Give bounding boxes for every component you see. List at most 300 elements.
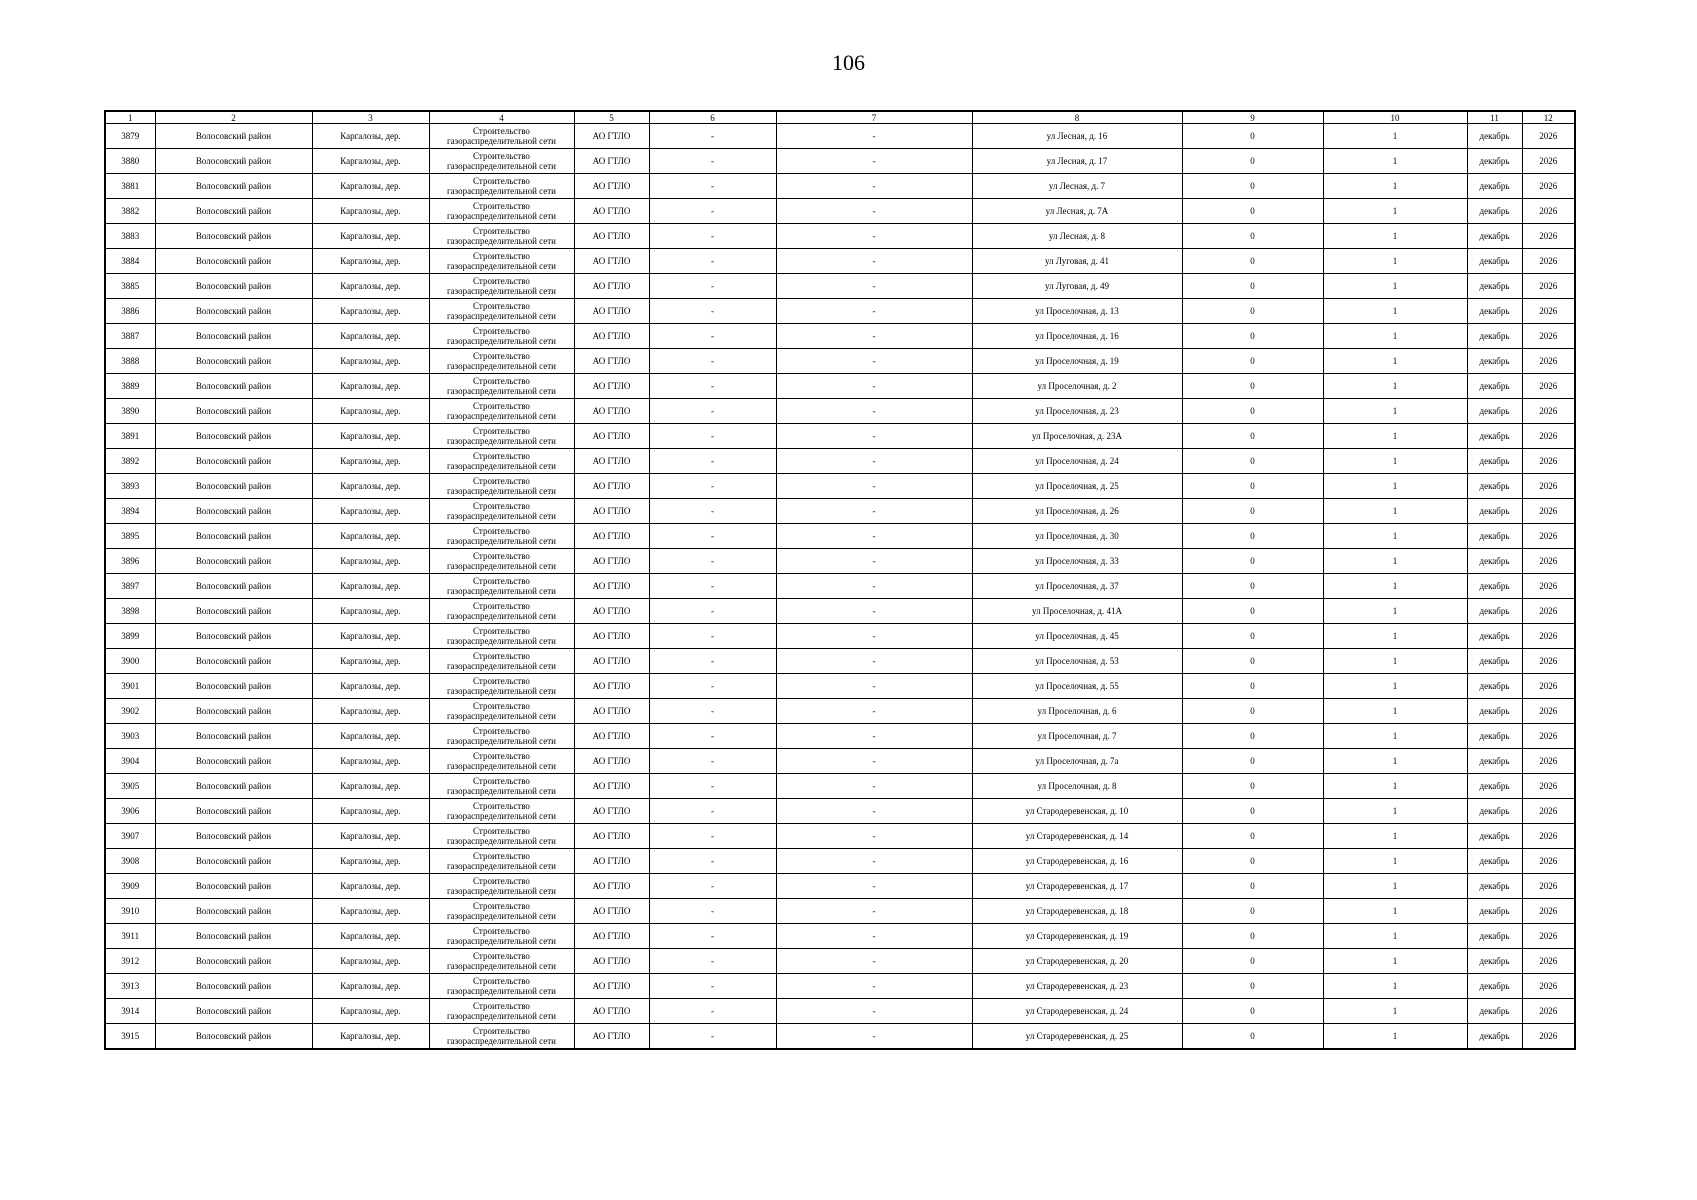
column-number-header: 11 [1467,111,1522,124]
organization-cell: АО ГТЛО [574,824,649,849]
column-10-cell: 1 [1323,149,1467,174]
address-cell: ул Проселочная, д. 2 [972,374,1182,399]
column-6-cell: - [649,549,776,574]
year-cell: 2026 [1522,724,1575,749]
column-10-cell: 1 [1323,799,1467,824]
column-7-cell: - [776,374,972,399]
data-table [104,110,1576,1050]
month-cell: декабрь [1467,374,1522,399]
row-number-cell: 3898 [105,599,155,624]
row-number-cell: 3906 [105,799,155,824]
column-number-header: 3 [312,111,429,124]
settlement-cell: Каргалозы, дер. [312,349,429,374]
address-cell: ул Проселочная, д. 6 [972,699,1182,724]
settlement-cell: Каргалозы, дер. [312,149,429,174]
work-type-cell: Строительство газораспределительной сети [429,474,574,499]
row-number-cell: 3897 [105,574,155,599]
column-6-cell: - [649,474,776,499]
organization-cell: АО ГТЛО [574,624,649,649]
address-cell: ул Стародеревенская, д. 23 [972,974,1182,999]
year-cell: 2026 [1522,449,1575,474]
address-cell: ул Проселочная, д. 7 [972,724,1182,749]
column-6-cell: - [649,174,776,199]
work-type-cell: Строительство газораспределительной сети [429,999,574,1024]
settlement-cell: Каргалозы, дер. [312,449,429,474]
column-6-cell: - [649,124,776,149]
settlement-cell: Каргалозы, дер. [312,124,429,149]
column-9-cell: 0 [1182,274,1323,299]
settlement-cell: Каргалозы, дер. [312,524,429,549]
column-7-cell: - [776,624,972,649]
column-7-cell: - [776,599,972,624]
address-cell: ул Лесная, д. 7 [972,174,1182,199]
column-6-cell: - [649,299,776,324]
organization-cell: АО ГТЛО [574,599,649,624]
column-9-cell: 0 [1182,524,1323,549]
table-row [105,899,1575,924]
address-cell: ул Проселочная, д. 13 [972,299,1182,324]
address-cell: ул Лесная, д. 16 [972,124,1182,149]
district-cell: Волосовский район [155,524,312,549]
month-cell: декабрь [1467,924,1522,949]
table-row [105,949,1575,974]
column-6-cell: - [649,649,776,674]
settlement-cell: Каргалозы, дер. [312,674,429,699]
column-number-header: 8 [972,111,1182,124]
organization-cell: АО ГТЛО [574,799,649,824]
work-type-cell: Строительство газораспределительной сети [429,249,574,274]
organization-cell: АО ГТЛО [574,274,649,299]
district-cell: Волосовский район [155,124,312,149]
month-cell: декабрь [1467,499,1522,524]
row-number-cell: 3907 [105,824,155,849]
row-number-cell: 3909 [105,874,155,899]
district-cell: Волосовский район [155,624,312,649]
table-row [105,274,1575,299]
column-number-header: 1 [105,111,155,124]
organization-cell: АО ГТЛО [574,399,649,424]
column-number-header: 4 [429,111,574,124]
year-cell: 2026 [1522,674,1575,699]
column-number-header: 6 [649,111,776,124]
column-6-cell: - [649,374,776,399]
table-row [105,424,1575,449]
year-cell: 2026 [1522,474,1575,499]
settlement-cell: Каргалозы, дер. [312,724,429,749]
column-7-cell: - [776,299,972,324]
column-9-cell: 0 [1182,649,1323,674]
table-row [105,174,1575,199]
column-6-cell: - [649,149,776,174]
row-number-cell: 3902 [105,699,155,724]
column-9-cell: 0 [1182,374,1323,399]
column-10-cell: 1 [1323,249,1467,274]
year-cell: 2026 [1522,999,1575,1024]
month-cell: декабрь [1467,599,1522,624]
settlement-cell: Каргалозы, дер. [312,599,429,624]
table-row [105,749,1575,774]
address-cell: ул Стародеревенская, д. 17 [972,874,1182,899]
district-cell: Волосовский район [155,374,312,399]
month-cell: декабрь [1467,674,1522,699]
district-cell: Волосовский район [155,824,312,849]
row-number-cell: 3894 [105,499,155,524]
year-cell: 2026 [1522,949,1575,974]
table-row [105,624,1575,649]
work-type-cell: Строительство газораспределительной сети [429,199,574,224]
organization-cell: АО ГТЛО [574,949,649,974]
column-7-cell: - [776,574,972,599]
settlement-cell: Каргалозы, дер. [312,399,429,424]
month-cell: декабрь [1467,749,1522,774]
row-number-cell: 3882 [105,199,155,224]
district-cell: Волосовский район [155,249,312,274]
month-cell: декабрь [1467,699,1522,724]
organization-cell: АО ГТЛО [574,449,649,474]
settlement-cell: Каргалозы, дер. [312,824,429,849]
column-7-cell: - [776,174,972,199]
table-row [105,524,1575,549]
year-cell: 2026 [1522,349,1575,374]
table-row [105,249,1575,274]
settlement-cell: Каргалозы, дер. [312,749,429,774]
work-type-cell: Строительство газораспределительной сети [429,549,574,574]
table-row [105,449,1575,474]
row-number-cell: 3895 [105,524,155,549]
table-row [105,474,1575,499]
work-type-cell: Строительство газораспределительной сети [429,624,574,649]
organization-cell: АО ГТЛО [574,749,649,774]
row-number-cell: 3915 [105,1024,155,1050]
column-6-cell: - [649,499,776,524]
settlement-cell: Каргалозы, дер. [312,199,429,224]
organization-cell: АО ГТЛО [574,474,649,499]
column-9-cell: 0 [1182,124,1323,149]
column-7-cell: - [776,899,972,924]
column-9-cell: 0 [1182,299,1323,324]
column-10-cell: 1 [1323,499,1467,524]
column-9-cell: 0 [1182,449,1323,474]
district-cell: Волосовский район [155,849,312,874]
column-7-cell: - [776,424,972,449]
month-cell: декабрь [1467,949,1522,974]
month-cell: декабрь [1467,849,1522,874]
month-cell: декабрь [1467,1024,1522,1050]
row-number-cell: 3879 [105,124,155,149]
work-type-cell: Строительство газораспределительной сети [429,874,574,899]
column-6-cell: - [649,824,776,849]
year-cell: 2026 [1522,824,1575,849]
column-10-cell: 1 [1323,324,1467,349]
year-cell: 2026 [1522,224,1575,249]
column-9-cell: 0 [1182,749,1323,774]
row-number-cell: 3900 [105,649,155,674]
column-9-cell: 0 [1182,199,1323,224]
row-number-cell: 3881 [105,174,155,199]
table-row [105,124,1575,149]
work-type-cell: Строительство газораспределительной сети [429,824,574,849]
year-cell: 2026 [1522,299,1575,324]
settlement-cell: Каргалозы, дер. [312,224,429,249]
organization-cell: АО ГТЛО [574,874,649,899]
settlement-cell: Каргалозы, дер. [312,849,429,874]
settlement-cell: Каргалозы, дер. [312,424,429,449]
work-type-cell: Строительство газораспределительной сети [429,449,574,474]
organization-cell: АО ГТЛО [574,924,649,949]
district-cell: Волосовский район [155,699,312,724]
column-6-cell: - [649,974,776,999]
district-cell: Волосовский район [155,974,312,999]
work-type-cell: Строительство газораспределительной сети [429,674,574,699]
address-cell: ул Проселочная, д. 26 [972,499,1182,524]
work-type-cell: Строительство газораспределительной сети [429,899,574,924]
row-number-cell: 3893 [105,474,155,499]
work-type-cell: Строительство газораспределительной сети [429,1024,574,1050]
organization-cell: АО ГТЛО [574,299,649,324]
page-number: 106 [832,50,865,75]
table-body [105,124,1575,1050]
column-10-cell: 1 [1323,949,1467,974]
table-row [105,849,1575,874]
table-row [105,224,1575,249]
column-9-cell: 0 [1182,599,1323,624]
year-cell: 2026 [1522,174,1575,199]
column-9-cell: 0 [1182,699,1323,724]
column-10-cell: 1 [1323,999,1467,1024]
work-type-cell: Строительство газораспределительной сети [429,274,574,299]
column-10-cell: 1 [1323,274,1467,299]
organization-cell: АО ГТЛО [574,249,649,274]
address-cell: ул Проселочная, д. 23А [972,424,1182,449]
column-7-cell: - [776,199,972,224]
work-type-cell: Строительство газораспределительной сети [429,174,574,199]
column-6-cell: - [649,849,776,874]
settlement-cell: Каргалозы, дер. [312,574,429,599]
year-cell: 2026 [1522,124,1575,149]
row-number-cell: 3914 [105,999,155,1024]
district-cell: Волосовский район [155,599,312,624]
table-row [105,574,1575,599]
settlement-cell: Каргалозы, дер. [312,949,429,974]
work-type-cell: Строительство газораспределительной сети [429,324,574,349]
column-9-cell: 0 [1182,399,1323,424]
column-7-cell: - [776,749,972,774]
column-6-cell: - [649,624,776,649]
month-cell: декабрь [1467,624,1522,649]
address-cell: ул Проселочная, д. 41А [972,599,1182,624]
address-cell: ул Стародеревенская, д. 24 [972,999,1182,1024]
column-10-cell: 1 [1323,449,1467,474]
district-cell: Волосовский район [155,349,312,374]
table-row [105,724,1575,749]
work-type-cell: Строительство газораспределительной сети [429,149,574,174]
column-10-cell: 1 [1323,849,1467,874]
address-cell: ул Стародеревенская, д. 10 [972,799,1182,824]
column-9-cell: 0 [1182,624,1323,649]
column-10-cell: 1 [1323,824,1467,849]
row-number-cell: 3891 [105,424,155,449]
month-cell: декабрь [1467,649,1522,674]
column-9-cell: 0 [1182,474,1323,499]
column-10-cell: 1 [1323,774,1467,799]
column-6-cell: - [649,949,776,974]
column-10-cell: 1 [1323,674,1467,699]
column-6-cell: - [649,699,776,724]
column-9-cell: 0 [1182,249,1323,274]
district-cell: Волосовский район [155,149,312,174]
column-10-cell: 1 [1323,724,1467,749]
organization-cell: АО ГТЛО [574,699,649,724]
column-7-cell: - [776,724,972,749]
settlement-cell: Каргалозы, дер. [312,799,429,824]
row-number-cell: 3903 [105,724,155,749]
month-cell: декабрь [1467,299,1522,324]
settlement-cell: Каргалозы, дер. [312,974,429,999]
organization-cell: АО ГТЛО [574,1024,649,1050]
settlement-cell: Каргалозы, дер. [312,999,429,1024]
column-9-cell: 0 [1182,974,1323,999]
table-row [105,824,1575,849]
month-cell: декабрь [1467,199,1522,224]
month-cell: декабрь [1467,349,1522,374]
year-cell: 2026 [1522,774,1575,799]
column-7-cell: - [776,949,972,974]
column-9-cell: 0 [1182,849,1323,874]
row-number-cell: 3883 [105,224,155,249]
column-9-cell: 0 [1182,874,1323,899]
month-cell: декабрь [1467,724,1522,749]
column-7-cell: - [776,224,972,249]
column-7-cell: - [776,974,972,999]
settlement-cell: Каргалозы, дер. [312,249,429,274]
column-9-cell: 0 [1182,549,1323,574]
column-6-cell: - [649,424,776,449]
district-cell: Волосовский район [155,499,312,524]
month-cell: декабрь [1467,124,1522,149]
column-6-cell: - [649,274,776,299]
district-cell: Волосовский район [155,674,312,699]
month-cell: декабрь [1467,324,1522,349]
column-9-cell: 0 [1182,149,1323,174]
column-6-cell: - [649,324,776,349]
column-7-cell: - [776,149,972,174]
column-7-cell: - [776,499,972,524]
address-cell: ул Проселочная, д. 16 [972,324,1182,349]
table-row [105,299,1575,324]
district-cell: Волосовский район [155,474,312,499]
organization-cell: АО ГТЛО [574,724,649,749]
row-number-cell: 3896 [105,549,155,574]
column-9-cell: 0 [1182,224,1323,249]
settlement-cell: Каргалозы, дер. [312,624,429,649]
column-number-header: 9 [1182,111,1323,124]
row-number-cell: 3912 [105,949,155,974]
column-7-cell: - [776,1024,972,1050]
work-type-cell: Строительство газораспределительной сети [429,399,574,424]
column-number-row [105,111,1575,124]
row-number-cell: 3886 [105,299,155,324]
district-cell: Волосовский район [155,449,312,474]
address-cell: ул Стародеревенская, д. 18 [972,899,1182,924]
district-cell: Волосовский район [155,324,312,349]
table-row [105,199,1575,224]
column-7-cell: - [776,249,972,274]
address-cell: ул Стародеревенская, д. 14 [972,824,1182,849]
column-7-cell: - [776,349,972,374]
table-row [105,599,1575,624]
work-type-cell: Строительство газораспределительной сети [429,974,574,999]
organization-cell: АО ГТЛО [574,899,649,924]
column-6-cell: - [649,749,776,774]
address-cell: ул Проселочная, д. 25 [972,474,1182,499]
settlement-cell: Каргалозы, дер. [312,299,429,324]
year-cell: 2026 [1522,799,1575,824]
column-10-cell: 1 [1323,924,1467,949]
column-9-cell: 0 [1182,949,1323,974]
column-10-cell: 1 [1323,299,1467,324]
column-7-cell: - [776,849,972,874]
work-type-cell: Строительство газораспределительной сети [429,224,574,249]
month-cell: декабрь [1467,549,1522,574]
work-type-cell: Строительство газораспределительной сети [429,524,574,549]
work-type-cell: Строительство газораспределительной сети [429,374,574,399]
table-row [105,324,1575,349]
work-type-cell: Строительство газораспределительной сети [429,299,574,324]
settlement-cell: Каргалозы, дер. [312,324,429,349]
district-cell: Волосовский район [155,924,312,949]
year-cell: 2026 [1522,374,1575,399]
column-6-cell: - [649,199,776,224]
column-10-cell: 1 [1323,374,1467,399]
address-cell: ул Проселочная, д. 24 [972,449,1182,474]
address-cell: ул Лесная, д. 8 [972,224,1182,249]
district-cell: Волосовский район [155,999,312,1024]
year-cell: 2026 [1522,499,1575,524]
organization-cell: АО ГТЛО [574,199,649,224]
table-row [105,349,1575,374]
month-cell: декабрь [1467,899,1522,924]
column-10-cell: 1 [1323,224,1467,249]
table-row [105,874,1575,899]
organization-cell: АО ГТЛО [574,149,649,174]
month-cell: декабрь [1467,799,1522,824]
row-number-cell: 3908 [105,849,155,874]
organization-cell: АО ГТЛО [574,374,649,399]
district-cell: Волосовский район [155,899,312,924]
address-cell: ул Луговая, д. 41 [972,249,1182,274]
month-cell: декабрь [1467,399,1522,424]
column-7-cell: - [776,799,972,824]
column-6-cell: - [649,874,776,899]
row-number-cell: 3901 [105,674,155,699]
row-number-cell: 3889 [105,374,155,399]
table-row [105,1024,1575,1050]
address-cell: ул Проселочная, д. 8 [972,774,1182,799]
column-number-header: 5 [574,111,649,124]
column-7-cell: - [776,449,972,474]
row-number-cell: 3905 [105,774,155,799]
district-cell: Волосовский район [155,174,312,199]
column-6-cell: - [649,799,776,824]
year-cell: 2026 [1522,874,1575,899]
column-10-cell: 1 [1323,174,1467,199]
month-cell: декабрь [1467,174,1522,199]
column-6-cell: - [649,449,776,474]
year-cell: 2026 [1522,524,1575,549]
month-cell: декабрь [1467,974,1522,999]
column-9-cell: 0 [1182,1024,1323,1050]
column-7-cell: - [776,549,972,574]
